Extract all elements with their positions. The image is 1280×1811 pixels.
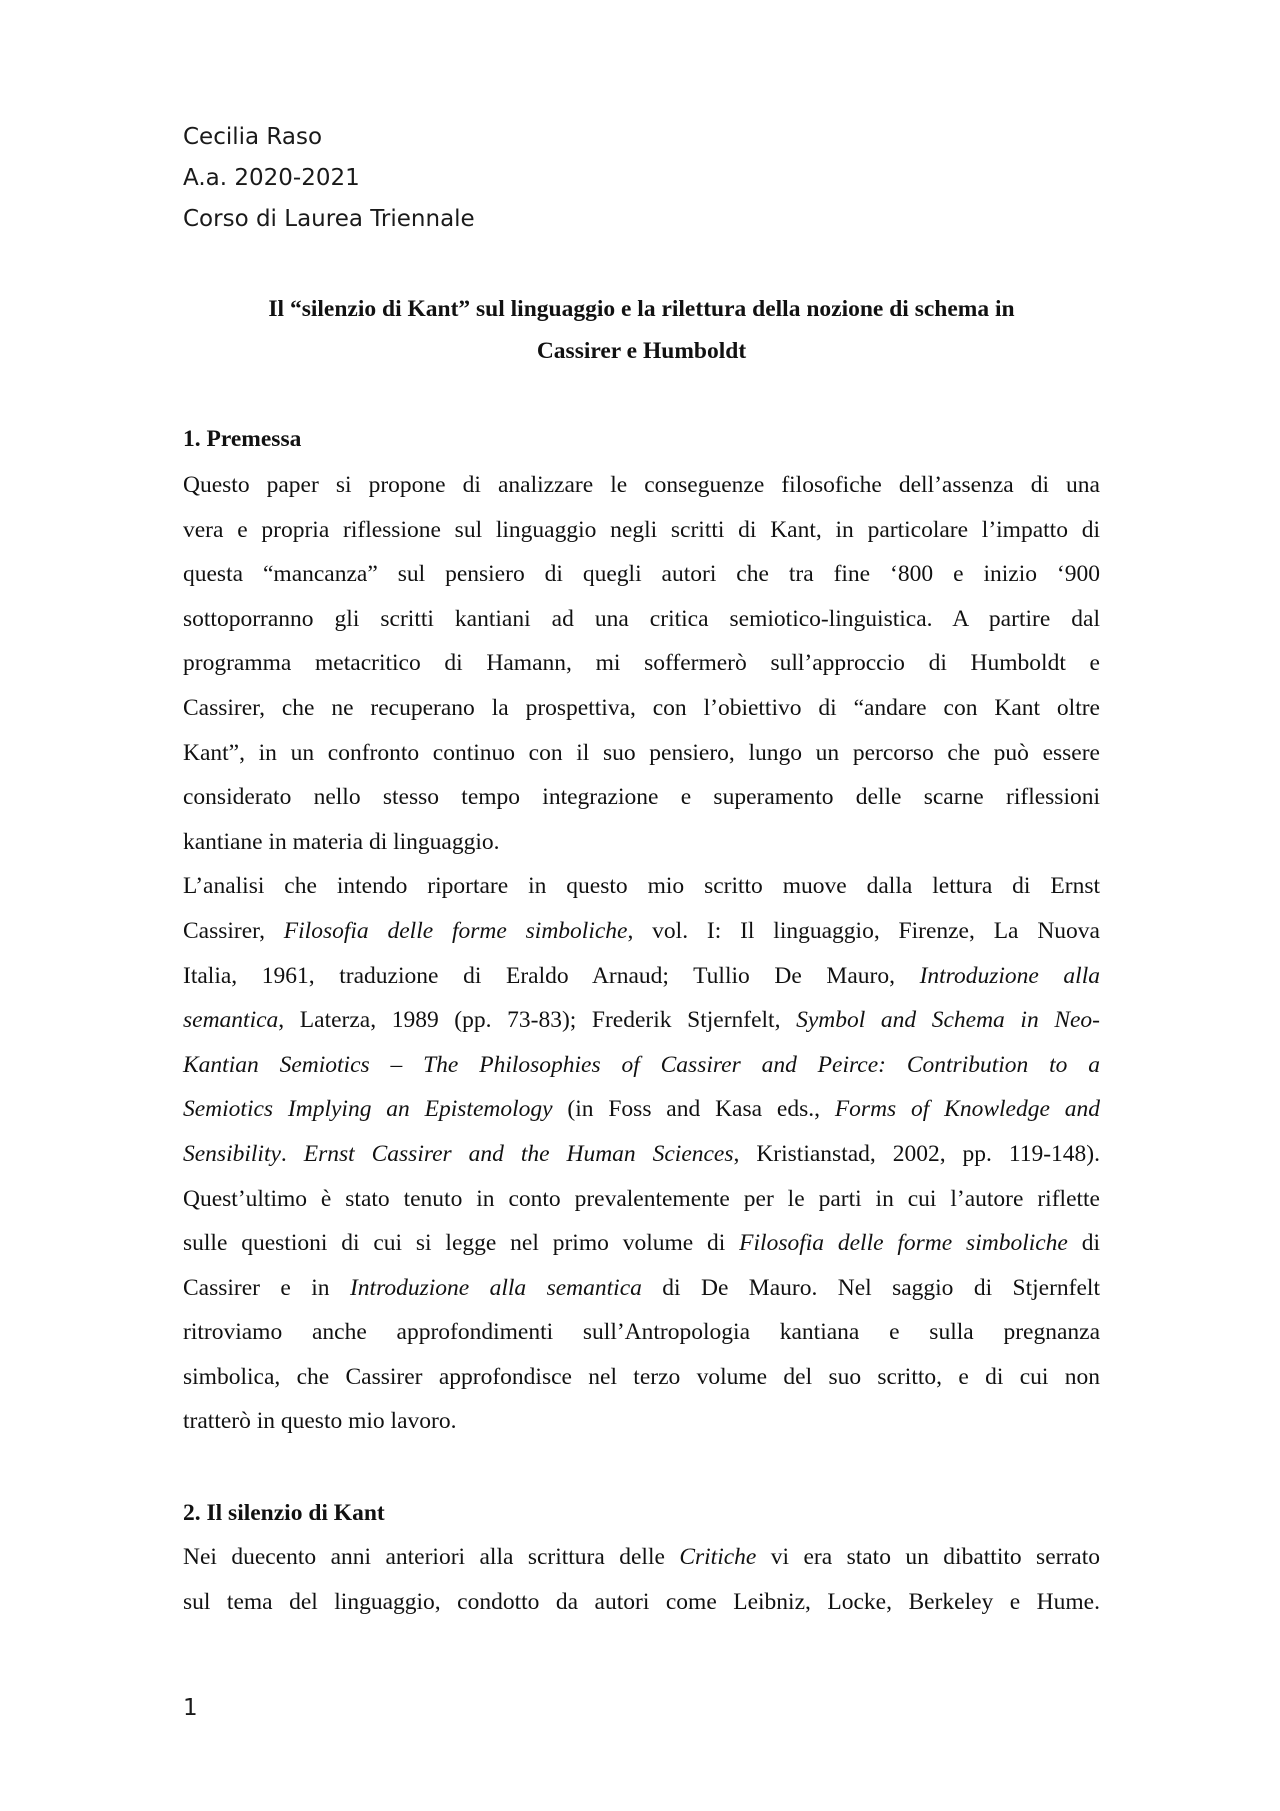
academic-year: A.a. 2020-2021 xyxy=(183,165,360,191)
title-line-2: Cassirer e Humboldt xyxy=(536,338,747,364)
text-line xyxy=(183,597,1100,642)
section-body-silenzio-di-kant xyxy=(183,1535,1100,1624)
paper-title xyxy=(183,288,1100,372)
text-run: vi era stato un dibattito serrato xyxy=(756,1544,1100,1570)
text-line xyxy=(183,1221,1100,1266)
text-run: Cassirer e in xyxy=(183,1274,350,1301)
text-run: Quest’ultimo è stato tenuto in conto prevalentemente per le parti in cui l’autore riflette xyxy=(183,1185,1100,1212)
text-run: sul tema del linguaggio, condotto da autori come Leibniz, Locke, Berkeley e Hume. xyxy=(183,1588,1100,1615)
text-run: sulle questioni di cui si legge nel primo volume di xyxy=(183,1230,740,1257)
italic-text-run: Semiotics Implying an Epistemology xyxy=(183,1096,553,1123)
text-run: Questo paper si propone di analizzare le conseguenze filosofiche dell’assenza di una xyxy=(183,472,1100,498)
text-line xyxy=(183,641,1100,686)
text-run: simbolica, che Cassirer approfondisce nel terzo volume del suo scritto, e di cui non xyxy=(183,1363,1100,1390)
text-run: questa “mancanza” sul pensiero di quegli autori che tra fine ‘800 e inizio ‘900 xyxy=(183,561,1100,588)
title-line-1: Il “silenzio di Kant” sul linguaggio e la rilettura della nozione di schema in xyxy=(268,296,1015,322)
text-line xyxy=(183,820,1100,865)
text-run: tratterò in questo mio lavoro. xyxy=(183,1408,457,1435)
text-line xyxy=(183,552,1100,597)
text-run: Italia, 1961, traduzione di Eraldo Arnaud; Tullio De Mauro, xyxy=(183,962,920,989)
text-run: vera e propria riflessione sul linguaggio negli scritti di Kant, in particolare l’impatto di xyxy=(183,516,1100,543)
text-line xyxy=(183,1132,1100,1177)
text-run: L’analisi che intendo riportare in questo mio scritto muove dalla lettura di Ernst xyxy=(183,873,1100,900)
text-line xyxy=(183,1266,1100,1311)
text-line xyxy=(183,1087,1100,1132)
text-line xyxy=(183,998,1100,1043)
text-run: Nei duecento anni anteriori alla scrittura delle xyxy=(183,1544,680,1570)
italic-text-run: Kantian Semiotics – The Philosophies of Cassirer and Peirce: Contribution to a xyxy=(183,1051,1100,1078)
text-line xyxy=(183,775,1100,820)
text-run: . xyxy=(280,1140,304,1167)
text-line xyxy=(183,1399,1100,1444)
text-line xyxy=(183,1580,1100,1625)
text-run: sottoporranno gli scritti kantiani ad una critica semiotico-linguistica. A partire dal xyxy=(183,605,1100,632)
italic-text-run: Ernst Cassirer and the Human Sciences xyxy=(303,1140,734,1167)
italic-text-run: Filosofia delle forme simboliche xyxy=(283,917,628,944)
text-line xyxy=(183,1177,1100,1222)
section-heading-silenzio-di-kant: 2. Il silenzio di Kant xyxy=(183,1500,385,1526)
text-run: Cassirer, xyxy=(183,917,284,944)
section-heading-premessa: 1. Premessa xyxy=(183,426,302,452)
course-name: Corso di Laurea Triennale xyxy=(183,206,475,232)
text-line xyxy=(183,909,1100,954)
author-name: Cecilia Raso xyxy=(183,124,323,150)
text-line xyxy=(183,1310,1100,1355)
text-line xyxy=(183,686,1100,731)
text-run: , Laterza, 1989 (pp. 73-83); Frederik Stjernfelt, xyxy=(278,1007,797,1034)
text-run: Kant”, in un confronto continuo con il suo pensiero, lungo un percorso che può essere xyxy=(183,739,1100,766)
text-line xyxy=(183,1535,1100,1580)
text-run: di xyxy=(1067,1230,1100,1257)
text-run: ritroviamo anche approfondimenti sull’Antropologia kantiana e sulla pregnanza xyxy=(183,1319,1100,1346)
text-run: considerato nello stesso tempo integrazione e superamento delle scarne riflessioni xyxy=(183,784,1100,811)
text-run: , vol. I: Il linguaggio, Firenze, La Nuova xyxy=(627,917,1100,944)
text-line xyxy=(183,1043,1100,1088)
text-run: di De Mauro. Nel saggio di Stjernfelt xyxy=(641,1274,1100,1301)
italic-text-run: Introduzione alla xyxy=(919,962,1100,989)
text-run: programma metacritico di Hamann, mi soffermerò sull’approccio di Humboldt e xyxy=(183,650,1100,677)
text-line xyxy=(183,731,1100,776)
text-run: , Kristianstad, 2002, pp. 119-148). xyxy=(733,1140,1101,1167)
italic-text-run: Forms of Knowledge and xyxy=(834,1096,1100,1123)
page-number: 1 xyxy=(183,1695,198,1721)
document-header xyxy=(183,117,475,240)
italic-text-run: Introduzione alla semantica xyxy=(349,1274,642,1301)
italic-text-run: Sensibility xyxy=(183,1140,281,1167)
text-run: kantiane in materia di linguaggio. xyxy=(183,828,500,855)
text-line xyxy=(183,463,1100,508)
italic-text-run: Critiche xyxy=(679,1544,757,1570)
text-line xyxy=(183,508,1100,553)
text-run: Cassirer, che ne recuperano la prospettiva, con l’obiettivo di “andare con Kant oltre xyxy=(183,694,1100,721)
section-body-premessa xyxy=(183,463,1100,1444)
text-line xyxy=(183,1355,1100,1400)
text-line xyxy=(183,864,1100,909)
italic-text-run: Symbol and Schema in Neo- xyxy=(796,1007,1100,1034)
text-line xyxy=(183,954,1100,999)
text-run: (in Foss and Kasa eds., xyxy=(552,1096,835,1123)
italic-text-run: semantica xyxy=(183,1007,279,1034)
italic-text-run: Filosofia delle forme simboliche xyxy=(739,1230,1068,1257)
